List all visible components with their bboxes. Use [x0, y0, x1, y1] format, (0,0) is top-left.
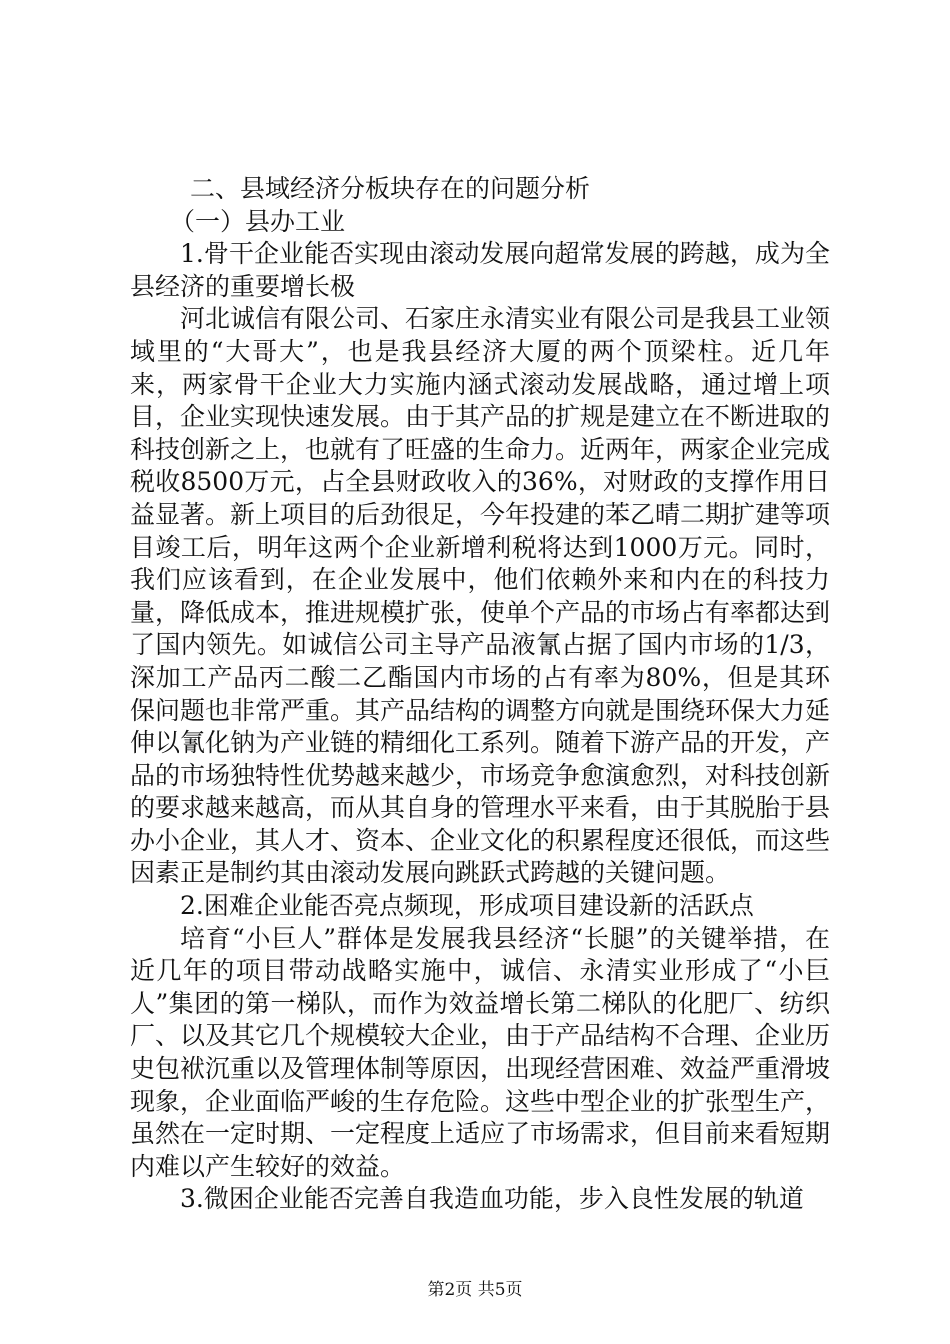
paragraph-body-1: 河北诚信有限公司、石家庄永清实业有限公司是我县工业领域里的“大哥大”，也是我县经济大厦的两个顶梁柱。近几年来，两家骨干企业大力实施内涵式滚动发展战略，通过增上项目，企业实现快速发展。由于其产品的扩规是建立在不断进取的科技创新之上，也就有了旺盛的生命力。近两年，两家企业完成税收8500万元，占全县财政收入的36%，对财政的支撑作用日益显著。新上项目的后劲很足，今年投建的苯乙晴二期扩建等项目竣工后，明年这两个企业新增利税将达到1000万元。同时，我们应该看到，在企业发展中，他们依赖外来和内在的科技力量，降低成本，推进规模扩张，使单个产品的市场占有率都达到了国内领先。如诚信公司主导产品液氰占据了国内市场的1/3，深加工产品丙二酸二乙酯国内市场的占有率为80%，但是其环保问题也非常严重。其产品结构的调整方向就是围绕环保大力延伸以氰化钠为产业链的精细化工系列。随着下游产品的开发，产品的市场独特性优势越来越少，市场竞争愈演愈烈，对科技创新的要求越来越高，而从其自身的管理水平来看，由于其脱胎于县办小企业，其人才、资本、企业文化的积累程度还很低，而这些因素正是制约其由滚动发展向跳跃式跨越的关键问题。	[130, 304, 831, 888]
paragraph-point-3: 3.微困企业能否完善自我造血功能，步入良性发展的轨道	[180, 1184, 804, 1214]
subsection-heading: （一）县办工业	[170, 206, 346, 236]
page-number-footer: 第2页 共5页	[427, 1280, 523, 1300]
paragraph-point-2: 2.困难企业能否亮点频现，形成项目建设新的活跃点	[180, 891, 754, 921]
paragraph-body-2: 培育“小巨人”群体是发展我县经济“长腿”的关键举措，在近几年的项目带动战略实施中，诚信、永清实业形成了“小巨人”集团的第一梯队，而作为效益增长第二梯队的化肥厂、纺织厂、以及其它几个规模较大企业，由于产品结构不合理、企业历史包袱沉重以及管理体制等原因，出现经营困难、效益严重滑坡现象，企业面临严峻的生存危险。这些中型企业的扩张型生产，虽然在一定时期、一定程度上适应了市场需求，但目前来看短期内难以产生较好的效益。	[130, 923, 831, 1181]
paragraph-point-1: 1.骨干企业能否实现由滚动发展向超常发展的跨越，成为全县经济的重要增长极	[130, 239, 830, 301]
section-heading: 二、县域经济分板块存在的问题分析	[190, 174, 591, 203]
document-body	[130, 173, 830, 1216]
